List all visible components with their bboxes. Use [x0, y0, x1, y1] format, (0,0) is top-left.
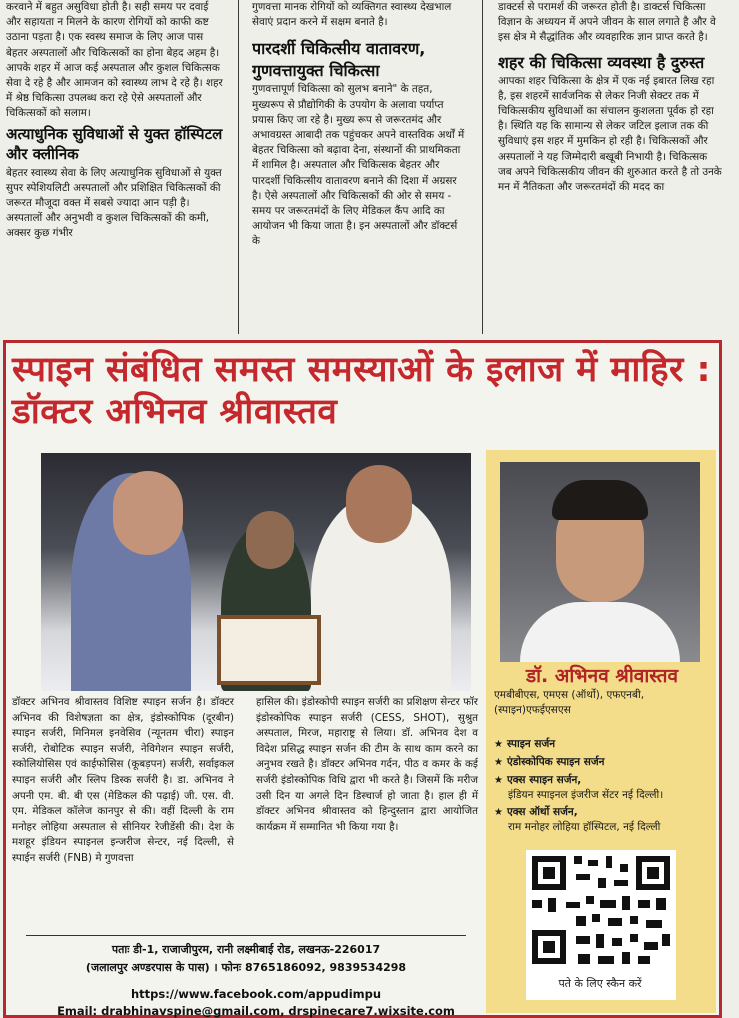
column-3-paragraph-2: आपका शहर चिकित्सा के क्षेत्र में एक नई इबारत लिख रहा है, इस शहरमें सार्वजनिक से लेकर निजी सेक्टर तक में चिकित्सकीय सुविधाओं का संचालन कुशलता पूर्वक हो रहा है। स्थिति यह कि सामान्य से लेकर जटिल इलाज तक की सुविधाएं इस शहर में मुमकिन हो रही है। चिकित्सकों और अस्पतालों ने यह जिम्मेदारी बखूबी निभायी है। चिकित्सक जब अपने चिकित्सकीय जीवन की शुरुआत करते है तो उनके मन में नैतिकता और जरूरतमंदों की मदद का	[498, 74, 722, 194]
address-line-1: पताः डी-1, राजाजीपुरम, रानी लक्ष्मीबाई रोड, लखनऊ-226017	[111, 943, 381, 956]
doctor-qualifications: एमबीबीएस, एमएस (ऑर्थो), एफएनबी, (स्पाइन)एफईएसएस	[494, 689, 645, 716]
address-divider	[26, 935, 466, 936]
credential-item: ★ स्पाइन सर्जन	[494, 738, 556, 750]
credential-item: ★ एक्स ऑर्थो सर्जन, राम मनोहर लोहिया हॉस्पिटल, नई दिल्ली	[494, 806, 661, 833]
star-icon: ★	[494, 775, 503, 786]
ad-body-column-1: डॉक्टर अभिनव श्रीवास्तव विशिष्ट स्पाइन सर्जन है। डॉक्टर अभिनव की विशेषज्ञता का क्षेत्र, इंडोस्कोपिक (दूरबीन) स्पाइन सर्जरी, मिनिमल इनवेसिव (न्यूनतम चीरा) स्पाइन सर्जरी, रोबोटिक स्पाइन सर्जरी, नेविगेशन स्पाइन सर्जरी, स्कोलियोसिस एवं काईफोसिस (कूबड़पन) सर्जरी, सर्वाइकल स्पाइन सर्जरी और स्लिप डिस्क सर्जरी है। डा. अभिनव ने अपनी एम. बी. बी एस (मेडिकल की पढ़ाई) जी. एस. वी. एम. मेडिकल कॉलेज कानपुर से की। वहीं दिल्ली के राम मनोहर लोहिया अस्पताल से सीनियर रेजीडेंसी की। देश के मशहूर इंडियन स्पाइनल इन्जरीज सेन्टर, नई दिल्ली, से स्पाईन सर्जरी (FNB) मे गुणवत्ता	[12, 696, 234, 864]
portrait-hair	[552, 480, 648, 520]
star-icon: ★	[494, 807, 503, 818]
credential-item: ★ एंडोस्कोपिक स्पाइन सर्जन	[494, 756, 605, 768]
column-3-paragraph-1: डाक्टर्स से परामर्श की जरूरत होती है। डाक्टर्स चिकित्सा विज्ञान के अध्ययन में अपने जीवन के साल लगाते है और वे इस क्षेत्र मे सैद्धांतिक और व्यवहारिक ज्ञान प्राप्त करते है।	[498, 1, 716, 44]
column-2-paragraph-2: गुणवत्तापूर्ण चिकित्सा को सुलभ बनाने" के तहत, मुख्यरूप से प्रौद्योगिकी के उपयोग के अलावा पर्याप्त प्रयास किए जा रहे है। मुख्य रूप से जरूरतमंद और अभावग्रस्त आबादी तक पहुंचकर अपने वास्तविक अर्थों में बेहतर चिकित्सा को बढ़ावा देना, संस्थानों की प्राथमिकता में शामिल है। अस्पताल और चिकित्सक बेहतर और पारदर्शी चिकित्सीय वातावरण बनाने की दिशा में अग्रसर है। ऐसे अस्पतालों और चिकित्सकों की ओर से समय - समय पर जरूरतमंदों के लिए मेडिकल कैंप आदि का आयोजन भी किया जाता है। इन अस्पतालों और डॉक्टर्स के	[252, 83, 465, 248]
column-divider	[482, 0, 483, 334]
email-contact[interactable]: Email: drabhinavspine@gmail.com, drspinecare7.wixsite.com	[57, 1004, 455, 1018]
article-column-1	[6, 0, 224, 334]
column-1-paragraph-1: करवाने में बहुत असुविधा होती है। सही समय पर दवाई और सहायता न मिलने के कारण रोगियों को काफी कष्ट उठाना पड़ता है। एक स्वस्थ समाज के लिए आज पास बेहतर अस्पतालों और चिकित्सकों का होना बेहद अहम है। आपके शहर में आज कई अस्पताल और कुशल चिकित्सक सेवा दे रहे है और आमजन को स्वास्थ्य लाभ दे रहे है। शहर में श्रेष्ठ चिकित्सा उपलब्ध करा रहे ऐसे अस्पतालों और चिकित्सकों को सलाम।	[6, 1, 223, 120]
article-column-2	[252, 0, 466, 334]
person-face	[113, 471, 183, 555]
address-line-2: (जलालपुर अण्डरपास के पास) । फोनः 8765186092, 9839534298	[85, 961, 407, 974]
column-2-paragraph-1: गुणवत्ता मानक रोगियों को व्यक्तिगत स्वास्थ्य देखभाल सेवाएं प्रदान करने में सक्षम बनाते है।	[252, 1, 452, 29]
person-face	[246, 511, 294, 569]
award-photo	[41, 453, 471, 691]
article-column-3	[498, 0, 724, 334]
doctor-advertisement	[3, 340, 722, 1018]
facebook-link[interactable]: https://www.facebook.com/appudimpu	[130, 987, 382, 1001]
portrait-coat	[520, 602, 680, 662]
address-block	[36, 941, 456, 977]
credential-item: ★ एक्स स्पाइन सर्जन, इंडियन स्पाइनल इंजरीज सेंटर नई दिल्ली।	[494, 774, 664, 801]
doctor-name: डॉ. अभिनव श्रीवास्तव	[525, 665, 679, 687]
column-2-heading: पारदर्शी चिकित्सीय वातावरण,	[252, 39, 426, 59]
star-icon: ★	[494, 739, 503, 750]
person-face	[346, 465, 412, 543]
column-3-heading: शहर की चिकित्सा व्यवस्था है दुरुस्त	[498, 52, 705, 72]
column-divider	[238, 0, 239, 334]
doctor-profile-panel	[486, 450, 716, 1013]
column-1-paragraph-2: बेहतर स्वास्थ्य सेवा के लिए अत्याधुनिक सुविधाओं से युक्त सुपर स्पेशियलिटी अस्पतालों और प्रशिक्षित चिकित्सकों की जरूरत मौजूदा वक्त में सबसे ज्यादा आन पड़ी है। अस्पतालों और अनुभवी व कुशल चिकित्सकों की कमी, अक्सर कुछ गंभीर	[6, 166, 222, 240]
column-1-heading: अत्याधुनिक सुविधाओं से युक्त हॉस्पिटल और क्लीनिक	[6, 124, 223, 163]
top-article	[6, 0, 724, 334]
star-icon: ★	[494, 757, 503, 768]
credentials-list	[494, 737, 710, 837]
certificate-frame	[217, 615, 321, 685]
doctor-portrait	[500, 462, 700, 662]
qr-code-icon	[526, 850, 676, 970]
qr-caption: पते के लिए स्कैन करें	[558, 977, 642, 990]
ad-body-column-2: हासिल की। इंडोस्कोपी स्पाइन सर्जरी का प्रशिक्षण सेन्टर फॉर इंडोस्कोपिक स्पाइन सर्जरी (CESS, SHOT), सुश्रुत अस्पताल, मिरज, महाराष्ट्र से लिया। डॉ. अभिनव देश व विदेश प्रसिद्ध स्पाइन सर्जन की टीम के साथ काम करने का अनुभव रखते है। डॉक्टर अभिनव गर्दन, पीठ व कमर के कई सर्जरी इंडोस्कोपिक विधि द्वारा भी करते है। जिसमें कि मरीज उसी दिन या अगले दिन डिस्चार्ज हो जाता है। हाल ही में डॉक्टर अभिनव श्रीवास्तव को हिन्दुस्तान द्वारा आयोजित कार्यक्रम में सम्मानित भी किया गया है।	[256, 696, 478, 833]
column-2-heading-sub: गुणवत्तायुक्त चिकित्सा	[252, 61, 380, 81]
ad-headline: स्पाइन संबंधित समस्त समस्याओं के इलाज में माहिर : डॉक्टर अभिनव श्रीवास्तव	[12, 350, 712, 432]
